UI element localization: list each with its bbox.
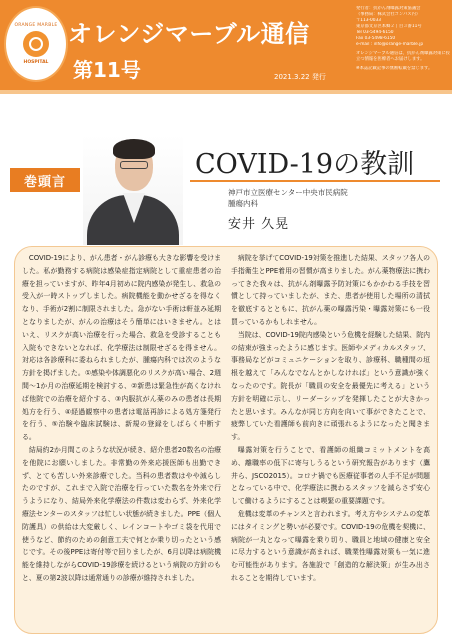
article-column-right	[231, 252, 430, 585]
logo-top-text: ORANGE MARBLE	[14, 23, 58, 28]
orange-marble-logo	[4, 6, 68, 82]
glasses-icon	[120, 161, 148, 169]
article-column-left	[22, 252, 221, 585]
publisher-line: 〒113-0033	[356, 18, 381, 23]
paragraph: COVID-19により、がん患者・がん診療も大きな影響を受けました。私が勤務する病院は感染症指定病院として重症患者の治療を担っていますが、昨年4月初めに院内感染が発生し、救急の受入が一時ストップしました。病院機能を動かせざるを得なくなり、手術が2割に制限されました。急がない手術は軒並み延期となりましたが、がんの治療はそう簡単にはいきません。とはいえ、リスクが高い治療を行った場合、救急を受診することも入院もできないとなれば、化学療法は制限せざるを得ません。対応は各診療科に委ねられましたが、腫瘍内科では次のような方針を掲げました。①感染や体調悪化のリスクが高い場合、2週間～1か月の治療延期を検討する、②新患は緊急性が高くなければ他院での治療を紹介する、③内服抗がん薬のみの患者は長期処方を行う、④経過観察中の患者は電話再診による処方箋発行を行う、⑤治験や臨床試験は、新規の登録をしばらく中断する。	[22, 254, 221, 442]
issue-number: 第11号	[73, 58, 141, 82]
issue-date: 2021.3.22 発行	[274, 73, 326, 81]
affiliation-line-2: 腫瘍内科	[228, 199, 258, 208]
header-stripe	[0, 90, 452, 94]
publisher-line: 東京都文京区本郷２丁目３番11号	[356, 24, 422, 29]
publisher-line: （事務局：株式会社コンパス内）	[356, 12, 421, 17]
publisher-line: Tel 03-5494-6150	[356, 30, 394, 35]
author-name: 安井 久晃	[228, 217, 290, 232]
publisher-line: e-mail : info@orange-marble.jp	[356, 42, 424, 47]
publisher-line: 発行者：抗がん剤曝露対策協議会	[356, 6, 421, 11]
article-headline: COVID-19の教訓	[195, 149, 415, 180]
paragraph: 病院を挙げてCOVID-19対策を推進した結果、スタッフ各人の手指衛生とPPE着用の習慣が高まりました。がん薬物療法に携わってきた我々は、抗がん剤曝露予防対策にもかかわる手技を習慣として持っていましたが、また、患者が使用した場所の清拭を徹底するとともに、抗がん薬の曝露汚染・曝露対策にも一役買っているかもしれません。	[231, 254, 430, 326]
marble-icon	[23, 31, 49, 57]
paragraph: 曝露対策を行うことで、看護師の組織コミットメントを高め、離職率の低下に寄与しうるという研究報告があります（鷹井ら、JSCO2015）。コロナ禍でも医療従事者の人手不足が問題となっている中で、化学療法に携わるスタッフを減らさず安心して働けるようにすることは喫緊の重要課題です。	[231, 445, 430, 506]
section-badge: 巻頭言	[10, 168, 80, 192]
publisher-note: ※本誌記載記事の無断転載を禁じます。	[356, 66, 433, 71]
publisher-line: Fax 03-5498-6150	[356, 36, 396, 41]
affiliation-line-1: 神戸市立医療センター中央市民病院	[228, 188, 348, 197]
paragraph: 当院は、COVID-19院内感染という危機を経験した結果、院内の結束が強まったように感じます。医師やメディカルスタッフ、事務局などがコミュニケーションを取り、診療科、職種間の垣根を越えて「みんなでなんとかしなければ」という意識が強くなったのです。院長が「職員の安全を最優先に考える」という方針を明確に示し、リーダーシップを発揮したことが大きかったと思います。みんなが同じ方向を向いて事ができたことで、疲弊していた看護師も前向きに頑張れるようになったと聞きます。	[231, 330, 430, 442]
newsletter-title: オレンジマーブル通信	[68, 20, 310, 48]
author-affiliation	[228, 187, 348, 209]
publisher-line: オレンジマーブル通信は、抗がん剤曝露対策に役立つ情報を医療者へお届けします。	[356, 51, 450, 62]
photo-hair-shape	[113, 139, 155, 159]
logo-bottom-text: HOSPITAL	[23, 60, 49, 65]
publisher-info	[356, 6, 450, 72]
paragraph: 危機は変革のチャンスと言われます。考え方やシステムの変革にはタイミングと勢いが必要です。COVID-19の危機を契機に、病院が一丸となって曝露を乗り切り、職員と地域の健康と安全に尽力するという意識が高まれば、職業性曝露対策も一気に進む可能性があります。各施設で「創造的な解決策」が生み出されることを期待しています。	[231, 509, 430, 582]
author-photo	[83, 135, 183, 245]
headline-divider	[190, 180, 440, 182]
paragraph: 結局約2か月間このような状況が続き、紹介患者20数名の治療を他院にお願いしました。非常勤の外来応援医師も出勤できず、とても苦しい外来診療でした。当科の患者数はやや減らしたのですが、これまで入院で治療を行っていた数名を外来で行うようになり、結局外来化学療法の件数は変わらず、外来化学療法センターのスタッフは忙しい状態が続きました。PPE（個人防護具）の供給は大変厳しく、レインコートやゴミ袋を代用で使うなど、節約のための創意工夫で何とか乗り切ったという感じです。その後PPEは寄付等で回りましたが、6月以降は病院機能を維持しながらCOVID-19診療を続けるという病院の方針のもと、夏の第2波以降は通常通りの診療が維持されました。	[22, 445, 221, 582]
